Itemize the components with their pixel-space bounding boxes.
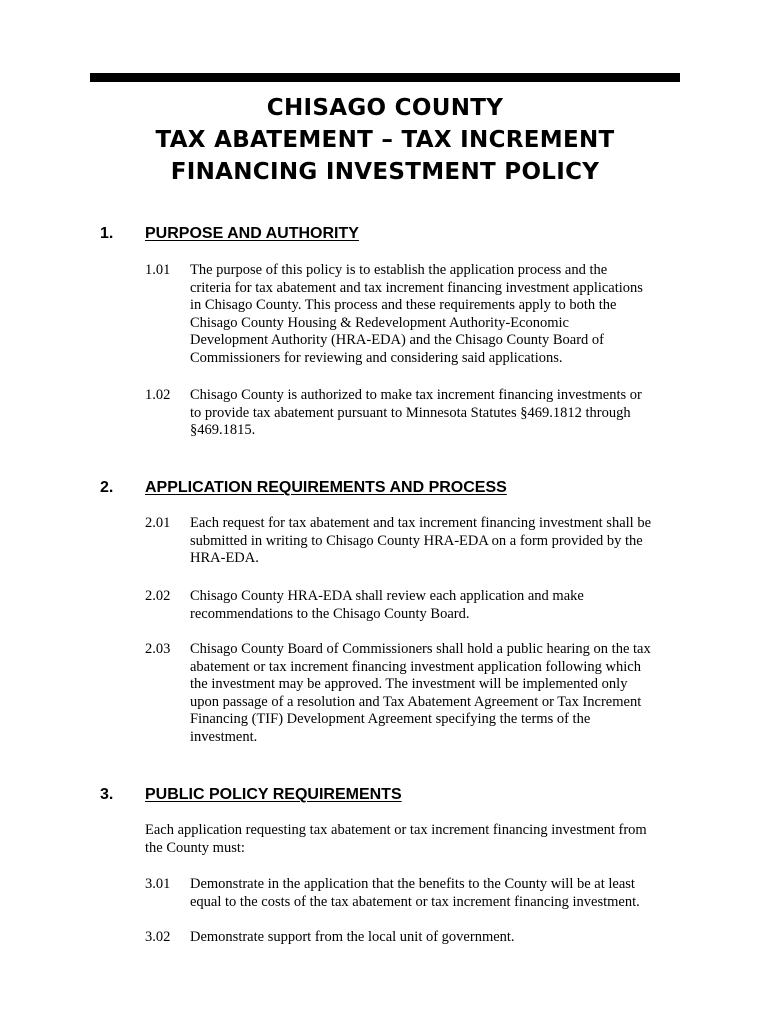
clause-text <box>190 929 680 947</box>
clause-line: in Chisago County. This process and these requirements apply to both the <box>190 297 617 314</box>
clause-line: Commissioners for reviewing and considering said applications. <box>190 349 563 366</box>
title-line-1: CHISAGO COUNTY <box>266 95 504 121</box>
clause-text <box>190 876 680 911</box>
clause-line: Demonstrate in the application that the benefits to the County will be at least <box>190 876 635 892</box>
clause-line: investment. <box>190 728 258 745</box>
clause-number: 1.01 <box>145 262 171 278</box>
clause-line: criteria for tax abatement and tax increment financing investment applications <box>190 279 643 296</box>
section-number: 2. <box>100 479 114 496</box>
clause-line: Development Authority (HRA-EDA) and the Chisago County Board of <box>190 332 604 349</box>
document-title <box>90 92 680 188</box>
title-line-2: TAX ABATEMENT – TAX INCREMENT <box>155 127 615 153</box>
clause-line: Each request for tax abatement and tax increment financing investment shall be <box>190 515 652 531</box>
clause-line: Chisago County Board of Commissioners shall hold a public hearing on the tax <box>190 641 651 657</box>
section-number: 1. <box>100 225 114 242</box>
section-title: PUBLIC POLICY REQUIREMENTS <box>145 786 402 803</box>
intro-line: the County must: <box>145 839 245 856</box>
clause-line: equal to the costs of the tax abatement or tax increment financing investment. <box>190 893 640 910</box>
clause-text <box>190 262 680 368</box>
clause-number: 2.03 <box>145 641 171 657</box>
clause-number: 2.01 <box>145 515 171 531</box>
clause-line: Demonstrate support from the local unit of government. <box>190 929 515 945</box>
clause-line: to provide tax abatement pursuant to Minnesota Statutes §469.1812 through <box>190 404 631 421</box>
clause-text <box>190 387 680 440</box>
intro-line: Each application requesting tax abatement or tax increment financing investment from <box>145 822 647 838</box>
clause-number: 1.02 <box>145 387 171 403</box>
clause-line: the investment may be approved. The investment will be implemented only <box>190 676 628 693</box>
clause-line: recommendations to the Chisago County Board. <box>190 605 470 622</box>
clause-line: Chisago County HRA-EDA shall review each application and make <box>190 588 584 604</box>
section-3-intro <box>145 822 675 857</box>
clause-line: Chisago County Housing & Redevelopment Authority-Economic <box>190 314 569 331</box>
clause-line: abatement or tax increment financing investment application following which <box>190 658 641 675</box>
section-title: PURPOSE AND AUTHORITY <box>145 225 359 242</box>
section-title: APPLICATION REQUIREMENTS AND PROCESS <box>145 479 507 496</box>
clause-text <box>190 641 680 747</box>
clause-number: 2.02 <box>145 588 171 604</box>
clause-text <box>190 515 680 568</box>
clause-number: 3.01 <box>145 876 171 892</box>
clause-number: 3.02 <box>145 929 171 945</box>
clause-line: Chisago County is authorized to make tax increment financing investments or <box>190 387 642 403</box>
clause-line: §469.1815. <box>190 422 256 439</box>
header-rule <box>90 73 680 82</box>
clause-line: upon passage of a resolution and Tax Abatement Agreement or Tax Increment <box>190 693 642 710</box>
clause-line: HRA-EDA. <box>190 550 259 567</box>
section-number: 3. <box>100 786 114 803</box>
clause-line: The purpose of this policy is to establish the application process and the <box>190 262 608 278</box>
title-line-3: FINANCING INVESTMENT POLICY <box>170 159 600 185</box>
clause-text <box>190 588 680 623</box>
clause-line: Financing (TIF) Development Agreement specifying the terms of the <box>190 711 591 728</box>
clause-line: submitted in writing to Chisago County HRA-EDA on a form provided by the <box>190 532 643 549</box>
